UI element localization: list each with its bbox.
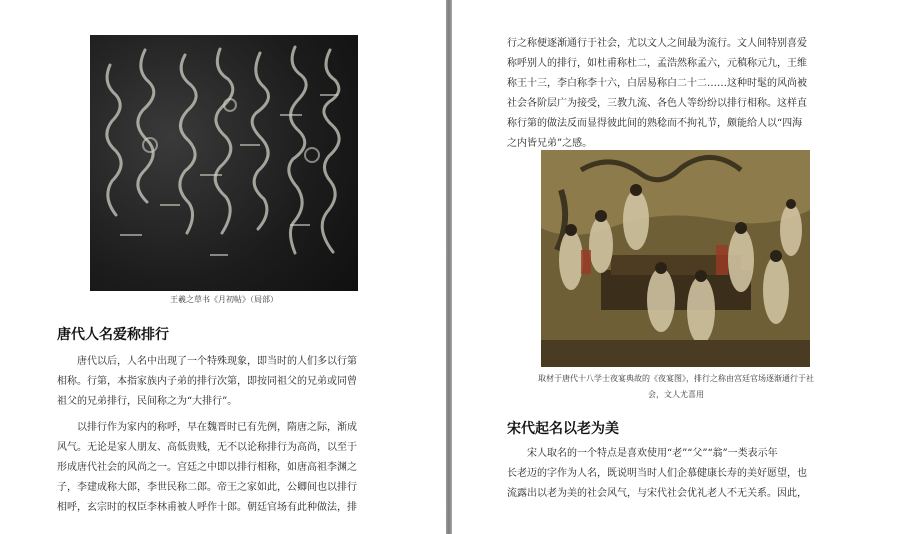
paragraph-line: 长老迈的字作为人名，既说明当时人们企慕健康长寿的美好愿望，也 — [507, 468, 807, 479]
paragraph-line: 称行第的做法反而显得彼此间的熟稔而不拘礼节，颇能给人以“四海 — [507, 118, 803, 129]
paragraph-line: 子，李建成称大郎，李世民称二郎。帝王之家如此，公卿间也以排行 — [57, 482, 357, 493]
calligraphy-rubbing-image — [90, 35, 358, 291]
paragraph-line: 称王十三，李白称李十六，白居易称白二十二……这种时髦的风尚被 — [507, 78, 807, 89]
paragraph-line: 形成唐代社会的风尚之一。宫廷之中即以排行相称，如唐高祖李渊之 — [57, 462, 357, 473]
calligraphy-strokes — [90, 35, 358, 291]
paragraph-line: 相呼，玄宗时的权臣李林甫被人呼作十郎。朝廷官场有此种做法，排 — [57, 502, 357, 513]
paragraph-line: 之内皆兄弟”之感。 — [507, 138, 593, 149]
paragraph-line: 祖父的兄弟排行，民间称之为“大排行”。 — [57, 396, 238, 407]
paragraph-line: 行之称便逐渐通行于社会，尤以文人之间最为流行。文人间特别喜爱 — [507, 38, 807, 49]
paragraph — [57, 352, 417, 412]
caption-line: 会，文人尤喜用 — [648, 390, 704, 399]
painting-scene — [541, 150, 810, 367]
left-page — [0, 0, 446, 534]
section-heading: 唐代人名爱称排行 — [57, 327, 169, 343]
night-banquet-painting-image — [541, 150, 810, 367]
caption-line: 取材于唐代十八学士夜宴典故的《夜宴图》，排行之称由宫廷官场逐渐通行于社 — [538, 374, 814, 383]
paragraph-line: 相称。行第，本指家族内子弟的排行次第，即按同祖父的兄弟或同曾 — [57, 376, 357, 387]
paragraph — [507, 34, 867, 154]
paragraph — [507, 444, 867, 504]
paragraph-line: 流露出以老为美的社会风气，与宋代社会优礼老人不无关系。因此， — [507, 488, 807, 499]
paragraph-line: 社会各阶层广为接受，三教九流、各色人等纷纷以排行相称。这样直 — [507, 98, 807, 109]
paragraph-line: 唐代以后，人名中出现了一个特殊现象，即当时的人们多以行第 — [77, 356, 357, 367]
paragraph-line: 称呼别人的排行，如杜甫称杜二，孟浩然称孟六，元稹称元九，王维 — [507, 58, 807, 69]
paragraph-line: 风气。无论是家人朋友、高低贵贱，无不以论称排行为高尚，以至于 — [57, 442, 357, 453]
paragraph-line: 以排行作为家内的称呼，早在魏晋时已有先例，隋唐之际，渐成 — [77, 422, 357, 433]
section-heading: 宋代起名以老为美 — [507, 421, 619, 437]
paragraph-line: 宋人取名的一个特点是喜欢使用“老”“父”“翁”一类表示年 — [527, 448, 778, 459]
paragraph — [57, 418, 417, 518]
figure-caption: 王羲之草书《月初帖》（局部） — [170, 295, 278, 304]
figure-caption — [500, 371, 852, 403]
